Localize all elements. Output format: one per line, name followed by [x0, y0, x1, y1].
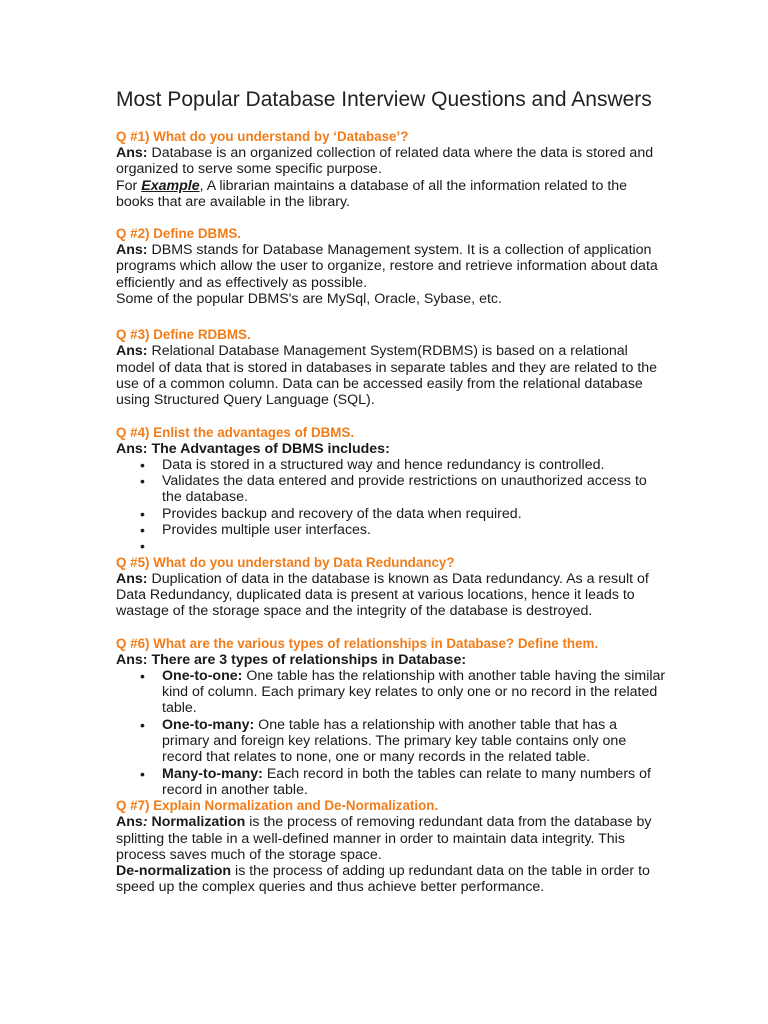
page-title: Most Popular Database Interview Questions and Answers [116, 88, 652, 111]
list-item: • Validates the data entered and provide restrictions on unauthorized access to the database. [162, 473, 668, 506]
answer-text: Ans: Duplication of data in the database is known as Data redundancy. As a result of Data Redundancy, duplicated data is present at various locations, hence it leads to wastage of the storage space and the integrity of the database is destroyed. [116, 570, 649, 620]
question-heading: Q #7) Explain Normalization and De-Normalization. [116, 798, 439, 814]
list-item: • Many-to-many: Each record in both the tables can relate to many numbers of record in another table. [162, 766, 668, 799]
question-2 [116, 226, 668, 307]
list-item: • Data is stored in a structured way and hence redundancy is controlled. [162, 457, 668, 473]
question-6 [116, 636, 668, 799]
term: Normalization [151, 814, 246, 831]
ans-label: Ans: [116, 570, 148, 587]
question-heading: Q #3) Define RDBMS. [116, 327, 251, 343]
answer-text: Ans: Database is an organized collection of related data where the data is stored and organized to serve some specific purpose. [116, 145, 654, 178]
list-item: • One-to-one: One table has the relationship with another table having the similar kind of column. Each primary key relates to only one or no record in the related table. [162, 668, 668, 717]
list-item-empty [162, 538, 668, 554]
question-heading: Q #4) Enlist the advantages of DBMS. [116, 424, 355, 440]
example-text: For Example, A librarian maintains a database of all the information related to the books that are available in the library. [116, 177, 628, 210]
answer-text: Ans: Normalization is the process of removing redundant data from the database by splitting the table in a well-defined manner in order to maintain data integrity. This process saves much of the storage space. [116, 814, 652, 863]
list-item: • Provides multiple user interfaces. [162, 522, 668, 538]
answer-text-2: De-normalization is the process of adding up redundant data on the table in order to speed up the complex queries and thus achieve better performance. [116, 863, 650, 896]
term: One-to-one: [162, 667, 243, 684]
question-1 [116, 129, 668, 210]
ans-label: Ans: [116, 242, 148, 259]
question-heading: Q #2) Define DBMS. [116, 226, 242, 242]
question-heading: Q #6) What are the various types of relationships in Database? Define them. [116, 635, 599, 651]
term: Many-to-many: [162, 765, 263, 782]
term: De-normalization [116, 863, 232, 880]
answer-text-2: Some of the popular DBMS's are MySql, Oracle, Sybase, etc. [116, 291, 502, 308]
ans-label: Ans: [116, 343, 148, 360]
question-5 [116, 555, 668, 620]
answer-intro: Ans: The Advantages of DBMS includes: [116, 440, 390, 457]
ans-label: Ans: [116, 145, 148, 161]
term: One-to-many: [162, 716, 255, 733]
example-label: Example [141, 177, 200, 194]
ans-label: Ans [116, 814, 143, 831]
answer-text: Ans: Relational Database Management System(RDBMS) is based on a relational model of data that is stored in databases in separate tables and they are related to the use of a common column. Data can be accessed easily from the relational database using Structured Query Language (SQL). [116, 343, 658, 409]
advantages-list [116, 457, 668, 555]
question-7 [116, 798, 668, 895]
question-4 [116, 425, 668, 555]
relationships-list [116, 668, 668, 798]
question-heading: Q #5) What do you understand by Data Redundancy? [116, 554, 455, 570]
answer-text: Ans: DBMS stands for Database Management system. It is a collection of application programs which allow the user to organize, restore and retrieve information about data efficiently and as effectively as possible. [116, 242, 658, 291]
question-3 [116, 327, 668, 408]
list-item: • Provides backup and recovery of the data when required. [162, 506, 668, 522]
question-heading: Q #1) What do you understand by ‘Database’? [116, 129, 409, 144]
list-item: • One-to-many: One table has a relationship with another table that has a primary and foreign key relations. The primary key table contains only one record that relates to none, one or many records in the related table. [162, 717, 668, 766]
answer-intro: Ans: There are 3 types of relationships in Database: [116, 651, 467, 668]
